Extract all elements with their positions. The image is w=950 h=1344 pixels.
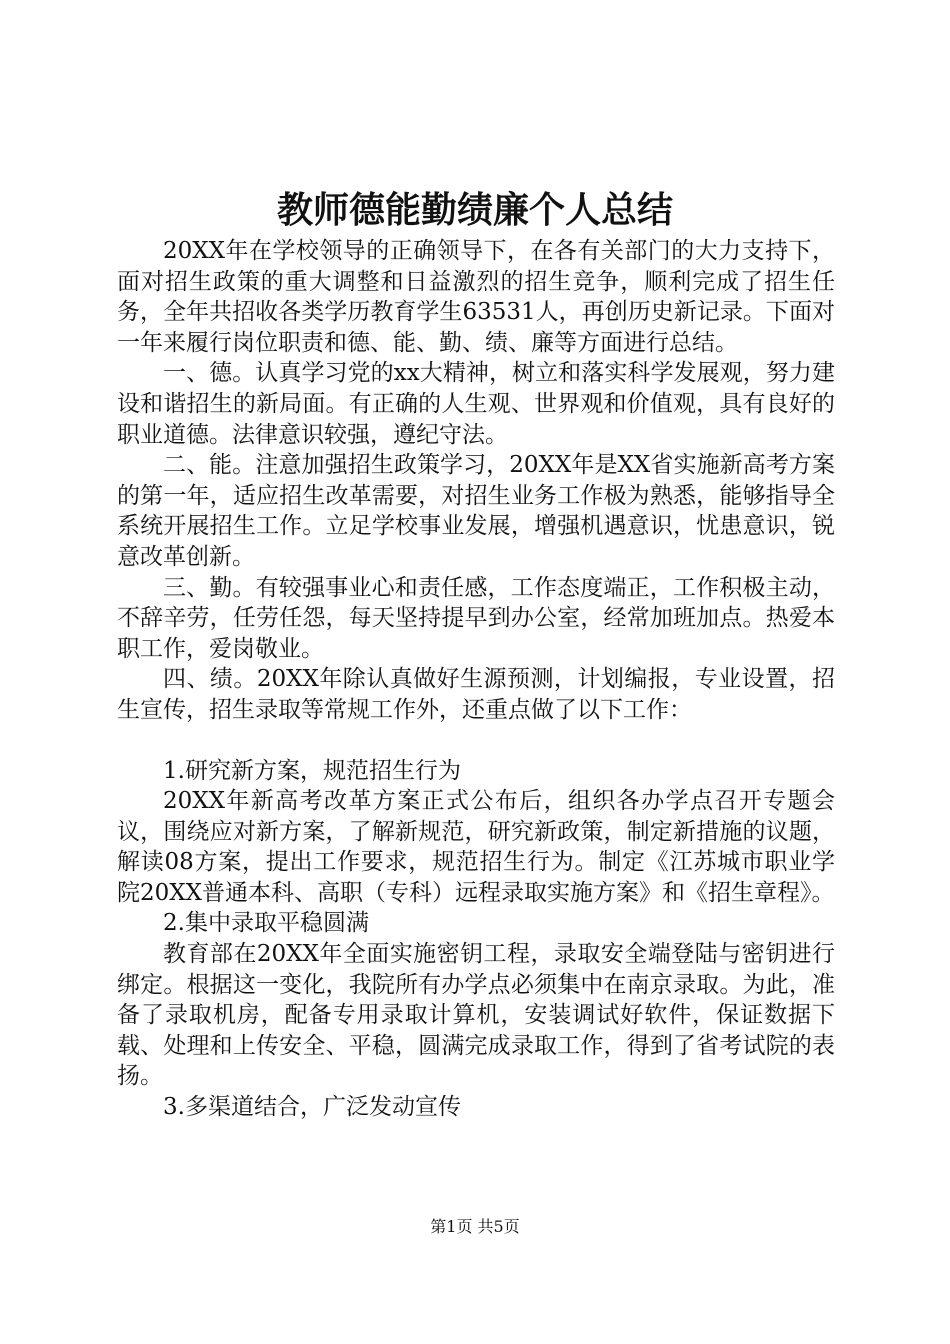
paragraph-intro: 20XX年在学校领导的正确领导下，在各有关部门的大力支持下，面对招生政策的重大调整和日益激烈的招生竞争，顺利完成了招生任务，全年共招收各类学历教育学生63531人，再创历史新记录。下面对一年来履行岗位职责和德、能、勤、绩、廉等方面进行总结。: [117, 238, 835, 356]
page-footer: 第1页 共5页: [430, 1217, 520, 1236]
paragraph-ji: 四、绩。20XX年除认真做好生源预测，计划编报，专业设置，招生宣传，招生录取等常规工作外，还重点做了以下工作：: [117, 666, 835, 723]
paragraph-2: 教育部在20XX年全面实施密钥工程，录取安全端登陆与密钥进行绑定。根据这一变化，我院所有办学点必须集中在南京录取。为此，准备了录取机房，配备专用录取计算机，安装调试好软件，保证数据下载、处理和上传安全、平稳，圆满完成录取工作，得到了省考试院的表扬。: [117, 941, 835, 1090]
paragraph-qin: 三、勤。有较强事业心和责任感，工作态度端正，工作积极主动，不辞辛劳，任劳任怨，每天坚持提早到办公室，经常加班加点。热爱本职工作，爱岗敬业。: [117, 574, 835, 662]
paragraph-1: 20XX年新高考改革方案正式公布后，组织各办学点召开专题会议，围绕应对新方案，了解新规范，研究新政策，制定新措施的议题，解读08方案，提出工作要求，规范招生行为。制定《江苏城市职业学院20XX普通本科、高职（专科）远程录取实施方案》和《招生章程》。: [117, 788, 835, 906]
document-body: [117, 236, 835, 1123]
paragraph-neng: 二、能。注意加强招生政策学习，20XX年是XX省实施新高考方案的第一年，适应招生改革需要，对招生业务工作极为熟悉，能够指导全系统开展招生工作。立足学校事业发展，增强机遇意识，忧患意识，锐意改革创新。: [117, 452, 835, 570]
subheading-2: 2.集中录取平稳圆满: [163, 910, 369, 937]
document-title: 教师德能勤绩廉个人总结: [276, 189, 673, 231]
paragraph-de: 一、德。认真学习党的xx大精神，树立和落实科学发展观，努力建设和谐招生的新局面。有正确的人生观、世界观和价值观，具有良好的职业道德。法律意识较强，遵纪守法。: [117, 360, 835, 448]
subheading-1: 1.研究新方案，规范招生行为: [163, 757, 461, 784]
subheading-3: 3.多渠道结合，广泛发动宣传: [163, 1094, 461, 1121]
